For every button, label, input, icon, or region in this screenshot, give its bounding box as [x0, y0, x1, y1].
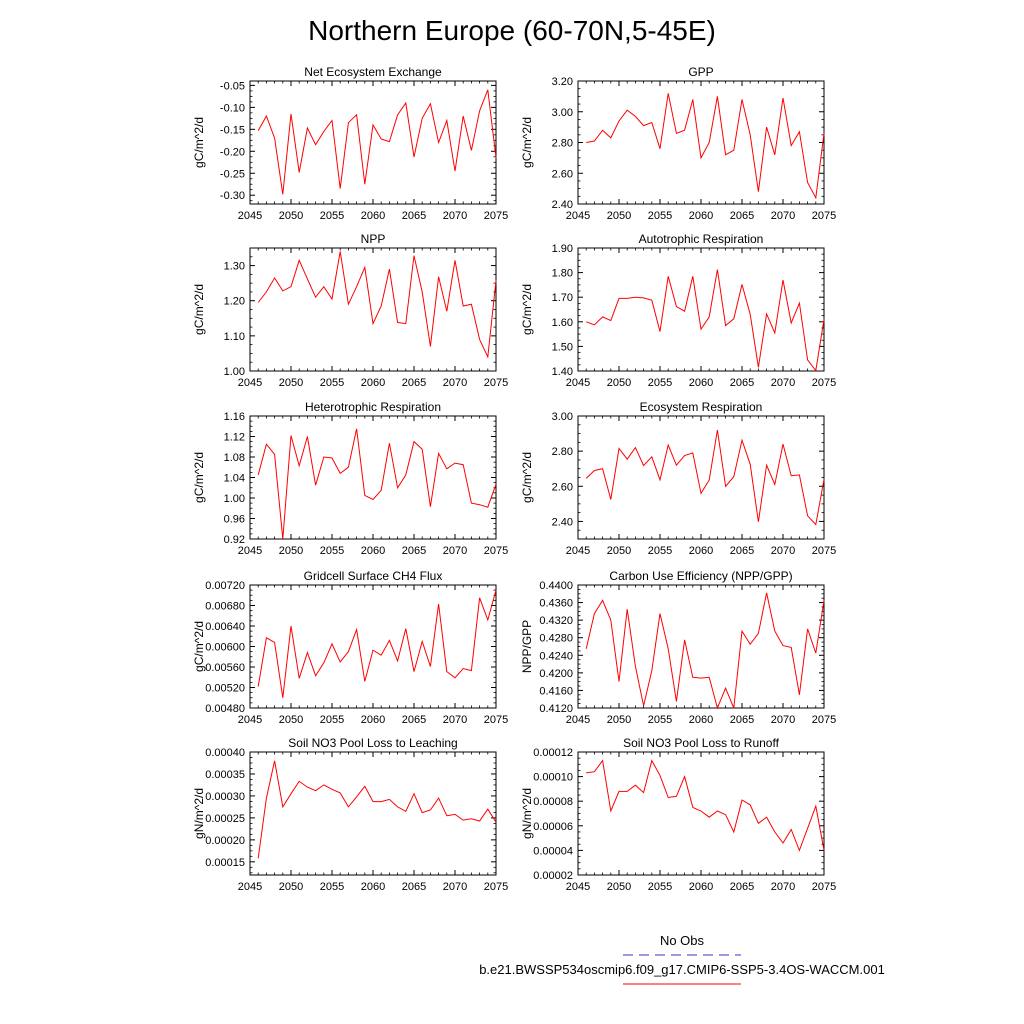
chart-panel	[192, 736, 508, 893]
plot-frame	[250, 248, 496, 371]
series-line	[258, 590, 496, 698]
y-tick-label: -0.30	[219, 190, 245, 203]
x-tick-label: 2045	[237, 714, 263, 726]
x-tick-label: 2065	[729, 210, 755, 222]
x-tick-label: 2050	[606, 210, 632, 222]
figure-title: Northern Europe (60-70N,5-45E)	[308, 15, 716, 46]
y-axis-label: gC/m^2/d	[192, 452, 206, 503]
x-tick-label: 2050	[606, 714, 632, 726]
y-tick-label: 0.00560	[205, 662, 245, 674]
chart-panel	[520, 65, 836, 222]
x-tick-label: 2075	[811, 545, 837, 557]
y-tick-label: 0.00520	[205, 682, 245, 695]
y-tick-label: 1.40	[551, 366, 573, 378]
y-tick-label: 0.4360	[539, 597, 573, 610]
y-tick-label: 0.00040	[205, 747, 245, 759]
y-tick-label: 2.40	[551, 199, 573, 211]
y-axis-label: gN/m^2/d	[192, 788, 206, 839]
y-tick-label: -0.05	[219, 80, 245, 93]
x-tick-label: 2045	[237, 377, 263, 389]
y-axis-label: gC/m^2/d	[192, 621, 206, 672]
y-tick-label: 2.60	[551, 168, 573, 181]
x-tick-label: 2075	[483, 714, 509, 726]
chart-panel	[192, 400, 508, 557]
x-tick-label: 2075	[483, 377, 509, 389]
x-tick-label: 2050	[278, 377, 304, 389]
y-tick-label: 1.00	[223, 366, 245, 378]
y-tick-label: 1.80	[551, 267, 573, 280]
y-axis-label: gN/m^2/d	[520, 788, 534, 839]
x-tick-label: 2065	[729, 545, 755, 557]
chart-panel	[520, 569, 836, 726]
y-tick-label: 0.00008	[533, 796, 573, 809]
x-tick-label: 2045	[565, 210, 591, 222]
y-tick-label: 0.4240	[539, 650, 573, 663]
x-tick-label: 2045	[237, 210, 263, 222]
y-tick-label: 0.00012	[533, 747, 573, 759]
y-tick-label: 0.4280	[539, 632, 573, 645]
y-tick-label: 1.16	[223, 411, 245, 423]
y-axis-label: gC/m^2/d	[520, 284, 534, 335]
plot-frame	[578, 81, 824, 204]
x-tick-label: 2070	[442, 881, 468, 893]
y-tick-label: 1.04	[223, 472, 245, 485]
y-tick-label: 0.00480	[205, 703, 245, 715]
panel-title: Net Ecosystem Exchange	[304, 65, 442, 79]
x-tick-label: 2065	[401, 545, 427, 557]
x-tick-label: 2070	[442, 210, 468, 222]
panel-title: Carbon Use Efficiency (NPP/GPP)	[609, 569, 793, 583]
y-axis-label: gC/m^2/d	[520, 452, 534, 503]
y-tick-label: 3.00	[551, 106, 573, 119]
x-tick-label: 2050	[278, 210, 304, 222]
y-tick-label: 3.20	[551, 76, 573, 88]
x-tick-label: 2060	[688, 545, 714, 557]
plot-frame	[250, 416, 496, 539]
x-tick-label: 2075	[811, 210, 837, 222]
chart-panel	[192, 65, 508, 222]
x-tick-label: 2070	[442, 714, 468, 726]
y-tick-label: 1.60	[551, 316, 573, 329]
plot-frame	[578, 416, 824, 539]
y-tick-label: 0.00720	[205, 580, 245, 592]
x-tick-label: 2070	[770, 714, 796, 726]
panel-title: NPP	[360, 232, 386, 246]
y-axis-label: gC/m^2/d	[192, 284, 206, 335]
x-tick-label: 2055	[319, 881, 345, 893]
x-tick-label: 2065	[401, 881, 427, 893]
chart-panel	[520, 400, 836, 557]
y-tick-label: 1.20	[223, 295, 245, 308]
x-tick-label: 2050	[278, 714, 304, 726]
y-tick-label: 1.30	[223, 260, 245, 273]
chart-panel	[192, 569, 508, 726]
x-tick-label: 2060	[688, 377, 714, 389]
x-tick-label: 2075	[483, 881, 509, 893]
series-line	[586, 93, 824, 198]
x-tick-label: 2075	[483, 210, 509, 222]
x-tick-label: 2045	[565, 545, 591, 557]
y-tick-label: 2.80	[551, 446, 573, 459]
y-tick-label: 0.4400	[539, 580, 573, 592]
x-tick-label: 2060	[688, 210, 714, 222]
y-tick-label: 0.96	[223, 513, 245, 526]
x-tick-label: 2060	[360, 714, 386, 726]
y-tick-label: 1.00	[223, 493, 245, 505]
legend	[479, 933, 885, 984]
x-tick-label: 2055	[647, 545, 673, 557]
y-tick-label: 2.40	[551, 516, 573, 529]
x-tick-label: 2065	[401, 714, 427, 726]
x-tick-label: 2060	[360, 377, 386, 389]
x-tick-label: 2065	[401, 377, 427, 389]
x-tick-label: 2050	[278, 881, 304, 893]
y-tick-label: 0.00006	[533, 820, 573, 833]
x-tick-label: 2055	[647, 714, 673, 726]
y-tick-label: -0.20	[219, 146, 245, 159]
plot-frame	[578, 752, 824, 875]
y-axis-label: gC/m^2/d	[520, 117, 534, 168]
legend-obs-label: No Obs	[659, 933, 705, 948]
x-tick-label: 2045	[237, 545, 263, 557]
plot-frame	[250, 585, 496, 708]
y-tick-label: 0.00640	[205, 621, 245, 633]
y-tick-label: 1.70	[551, 292, 573, 305]
x-tick-label: 2045	[565, 714, 591, 726]
x-tick-label: 2045	[565, 881, 591, 893]
y-tick-label: 0.92	[223, 534, 245, 546]
y-tick-label: 0.4320	[539, 615, 573, 628]
chart-panel	[520, 736, 836, 893]
series-line	[258, 252, 496, 357]
x-tick-label: 2070	[770, 881, 796, 893]
y-tick-label: 1.08	[223, 452, 245, 464]
y-tick-label: 0.00030	[205, 790, 245, 803]
x-tick-label: 2060	[360, 210, 386, 222]
x-tick-label: 2070	[442, 545, 468, 557]
y-tick-label: 1.90	[551, 243, 573, 255]
x-tick-label: 2070	[770, 210, 796, 222]
series-line	[586, 270, 824, 371]
y-tick-label: 0.4200	[539, 667, 573, 680]
x-tick-label: 2065	[729, 377, 755, 389]
x-tick-label: 2060	[688, 881, 714, 893]
x-tick-label: 2065	[729, 714, 755, 726]
chart-panel	[192, 232, 508, 389]
x-tick-label: 2050	[606, 377, 632, 389]
x-tick-label: 2070	[770, 545, 796, 557]
x-tick-label: 2055	[319, 210, 345, 222]
series-line	[258, 429, 496, 539]
y-tick-label: 0.00002	[533, 870, 573, 882]
panel-grid	[192, 65, 836, 893]
y-tick-label: 0.00010	[533, 771, 573, 784]
x-tick-label: 2060	[688, 714, 714, 726]
panel-title: Autotrophic Respiration	[638, 232, 764, 246]
x-tick-label: 2070	[442, 377, 468, 389]
y-tick-label: 0.00004	[533, 845, 573, 858]
series-line	[586, 593, 824, 708]
panel-title: Ecosystem Respiration	[639, 400, 763, 414]
y-tick-label: 2.60	[551, 481, 573, 494]
plot-frame	[250, 752, 496, 875]
y-tick-label: 2.80	[551, 137, 573, 150]
x-tick-label: 2050	[278, 545, 304, 557]
y-tick-label: 0.00020	[205, 834, 245, 847]
y-tick-label: 1.12	[223, 431, 245, 444]
chart-panel	[520, 232, 836, 389]
panel-title: Soil NO3 Pool Loss to Leaching	[288, 736, 458, 750]
x-tick-label: 2075	[483, 545, 509, 557]
series-line	[258, 90, 496, 195]
y-tick-label: -0.25	[219, 168, 245, 181]
legend-model-label: b.e21.BWSSP534oscmip6.f09_g17.CMIP6-SSP5-3.4OS-WACCM.001	[479, 962, 885, 977]
x-tick-label: 2075	[811, 714, 837, 726]
y-tick-label: 0.4160	[539, 685, 573, 698]
x-tick-label: 2055	[647, 377, 673, 389]
x-tick-label: 2070	[770, 377, 796, 389]
panel-title: GPP	[688, 65, 714, 79]
x-tick-label: 2055	[319, 714, 345, 726]
series-line	[586, 430, 824, 524]
x-tick-label: 2060	[360, 545, 386, 557]
y-tick-label: 0.00680	[205, 600, 245, 613]
x-tick-label: 2075	[811, 377, 837, 389]
y-tick-label: 3.00	[551, 411, 573, 423]
x-tick-label: 2045	[565, 377, 591, 389]
x-tick-label: 2060	[360, 881, 386, 893]
x-tick-label: 2055	[647, 881, 673, 893]
y-tick-label: -0.15	[219, 124, 245, 137]
y-axis-label: gC/m^2/d	[192, 117, 206, 168]
x-tick-label: 2055	[647, 210, 673, 222]
x-tick-label: 2045	[237, 881, 263, 893]
y-tick-label: 1.10	[223, 330, 245, 343]
x-tick-label: 2075	[811, 881, 837, 893]
x-tick-label: 2050	[606, 545, 632, 557]
x-tick-label: 2055	[319, 377, 345, 389]
y-tick-label: 0.00025	[205, 812, 245, 825]
panel-title: Gridcell Surface CH4 Flux	[303, 569, 443, 583]
y-tick-label: -0.10	[219, 102, 245, 115]
x-tick-label: 2055	[319, 545, 345, 557]
y-tick-label: 0.00035	[205, 768, 245, 781]
panel-title: Heterotrophic Respiration	[304, 400, 442, 414]
y-axis-label: NPP/GPP	[520, 619, 534, 674]
x-tick-label: 2065	[401, 210, 427, 222]
y-tick-label: 0.00015	[205, 856, 245, 869]
series-line	[586, 761, 824, 851]
series-line	[258, 761, 496, 859]
x-tick-label: 2050	[606, 881, 632, 893]
x-tick-label: 2065	[729, 881, 755, 893]
panel-title: Soil NO3 Pool Loss to Runoff	[623, 736, 779, 750]
y-tick-label: 0.4120	[539, 703, 573, 715]
y-tick-label: 0.00600	[205, 641, 245, 654]
y-tick-label: 1.50	[551, 341, 573, 354]
